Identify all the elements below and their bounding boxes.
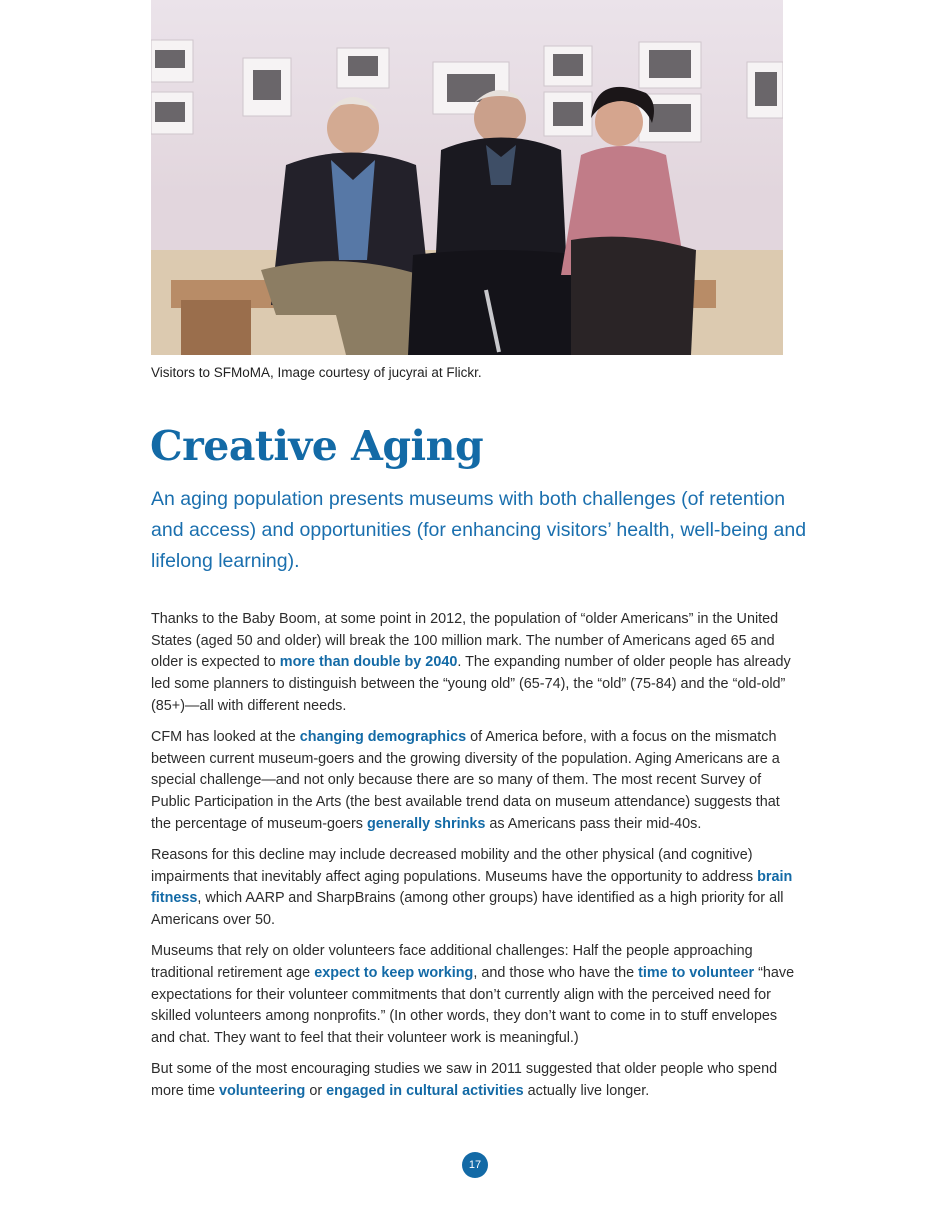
link-volunteering[interactable]: volunteering [218, 1083, 306, 1100]
page-title: Creative Aging [150, 422, 484, 470]
link-brain-fitness[interactable]: brain fitness [151, 868, 793, 907]
paragraph: But some of the most encouraging studies we saw in 2011 suggested that older people who spend more time volunteering or engaged in cultural activities actually live longer. [151, 1061, 778, 1100]
subtitle: An aging population presents museums with both challenges (of retention and access) and opportunities (for enhancing visitors’ health, well-being and lifelong learning). [151, 488, 807, 572]
link-engaged-in-cultural-activities[interactable]: engaged in cultural activities [326, 1083, 524, 1100]
link-expect-to-keep-working[interactable]: expect to keep working [314, 965, 474, 982]
link-changing-demographics[interactable]: changing demographics [299, 729, 467, 746]
link-more-than-double[interactable]: more than double by 2040 [279, 654, 458, 671]
paragraph: CFM has looked at the changing demographics of America before, with a focus on the mismatch between current museum-goers and the growing diversity of the population. Aging Americans are a special challenge—and not only because there are so many of them. The most recent Survey of Public Participation in the Arts (the best available trend data on museum attendance) suggests that the percentage of museum-goers generally shrinks as Americans pass their mid-40s. [151, 729, 780, 832]
gallery-photo [151, 0, 783, 355]
paragraph: Museums that rely on older volunteers face additional challenges: Half the people approaching traditional retirement age expect to keep working, and those who have the time to volunteer “have expectations for their volunteer commitments that don’t currently align with the perceived need for skilled volunteers among nonprofits.” (In other words, they don’t want to come in to stuff envelopes and chat. They want to feel that their volunteer work is meaningful.) [151, 943, 795, 1047]
paragraph: Reasons for this decline may include decreased mobility and the other physical (and cognitive) impairments that inevitably affect aging populations. Museums have the opportunity to address brain fitness, which AARP and SharpBrains (among other groups) have identified as a high priority for all Americans over 50. [151, 847, 793, 929]
paragraph: Thanks to the Baby Boom, at some point in 2012, the population of “older Americans” in the United States (aged 50 and older) will break the 100 million mark. The number of Americans aged 65 and older is expected to more than double by 2040. The expanding number of older people has already led some planners to distinguish between the “young old” (65-74), the “old” (75-84) and the “old-old” (85+)—all with different needs. [151, 611, 791, 714]
link-generally-shrinks[interactable]: generally shrinks [366, 815, 486, 832]
page-number-badge: 17 [462, 1152, 488, 1178]
photo-caption: Visitors to SFMoMA, Image courtesy of jucyrai at Flickr. [151, 365, 482, 380]
link-time-to-volunteer[interactable]: time to volunteer [638, 965, 755, 982]
article-body [151, 609, 796, 1112]
